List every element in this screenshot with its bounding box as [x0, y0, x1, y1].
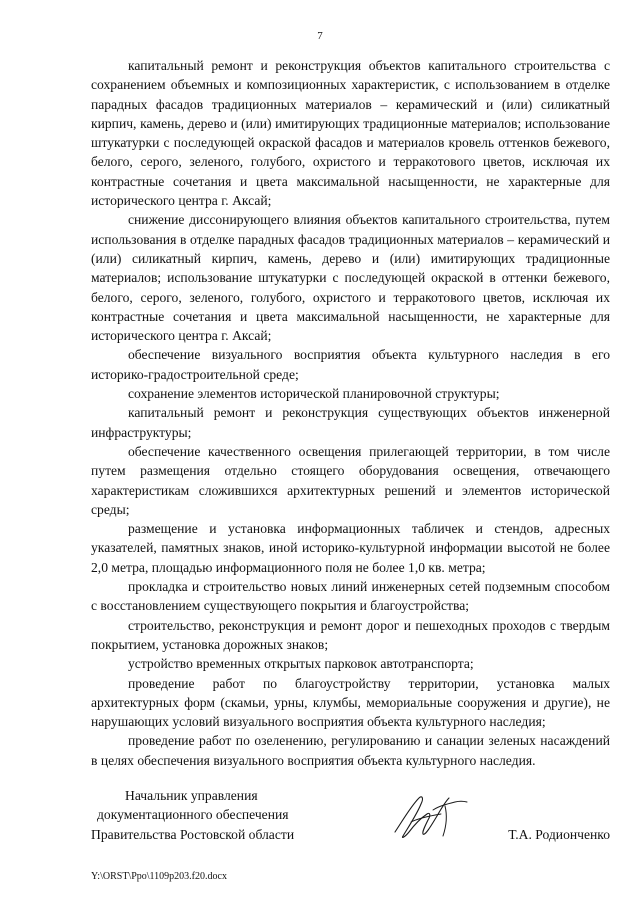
paragraph: обеспечение визуального восприятия объекта культурного наследия в его историко-градостроительной среде; — [91, 347, 610, 382]
paragraph: капитальный ремонт и реконструкция объектов капитального строительства с сохранением объемных и композиционных характеристик, с использованием в отделке парадных фасадов традиционных материалов – керамический и (или) силикатный кирпич, камень, дерево и (или) имитирующих традиционные материалов; использование штукатурки с последующей окраской фасадов и материалов кровель оттенков бежевого, белого, серого, зеленого, голубого, охристого и терракотового цветов, исключая их контрастные сочетания и цвета максимальной насыщенности, не характерные для исторического центра г. Аксай; — [91, 58, 610, 209]
document-body — [91, 56, 610, 770]
signatory-title-line: Правительства Ростовской области — [91, 826, 295, 842]
paragraph: строительство, реконструкция и ремонт дорог и пешеходных проходов с твердым покрытием, установка дорожных знаков; — [91, 617, 610, 652]
file-path-footer: Y:\ORST\Ppo\1109p203.f20.docx — [91, 871, 227, 882]
signatory-title-line: Начальник управления — [125, 788, 258, 803]
paragraph: проведение работ по озеленению, регулированию и санации зеленых насаждений в целях обеспечения визуального восприятия объекта культурного наследия. — [91, 733, 610, 768]
handwritten-signature — [389, 792, 471, 842]
page-number: 7 — [317, 30, 323, 42]
signatory-title-line: документационного обеспечения — [97, 807, 289, 823]
signature-block — [91, 786, 610, 846]
paragraph: размещение и установка информационных табличек и стендов, адресных указателей, памятных знаков, иной историко-культурной информации высотой не более 2,0 метра, площадью информационного поля не более 1,0 кв. метра; — [91, 521, 610, 575]
paragraph: обеспечение качественного освещения прилегающей территории, в том числе путем размещения отдельно стоящего оборудования освещения, отвечающего характеристикам сложившихся архитектурных решений и элементов исторической среды; — [91, 443, 610, 517]
paragraph: устройство временных открытых парковок автотранспорта; — [128, 656, 474, 672]
signatory-name: Т.А. Родионченко — [508, 826, 610, 842]
paragraph: проведение работ по благоустройству территории, установка малых архитектурных форм (скамьи, урны, клумбы, мемориальные сооружения и другие), не нарушающих условий визуального восприятия объекта культурного наследия; — [91, 675, 610, 730]
paragraph: капитальный ремонт и реконструкция существующих объектов инженерной инфраструктуры; — [91, 405, 610, 440]
paragraph: снижение диссонирующего влияния объектов капитального строительства, путем использования в отделке парадных фасадов традиционных материалов – керамический и (или) силикатный кирпич, камень, дерево и (или) имитирующих традиционные материалов; использование штукатурки с последующей окраской в оттенки бежевого, белого, серого, зеленого, голубого, охристого и терракотового цветов, исключая их контрастные сочетания и цвета максимальной насыщенности, не характерные для исторического центра г. Аксай; — [91, 212, 610, 344]
paragraph: сохранение элементов исторической планировочной структуры; — [128, 386, 500, 402]
paragraph: прокладка и строительство новых линий инженерных сетей подземным способом с восстановлением существующего покрытия и благоустройства; — [91, 579, 610, 614]
signatory-title — [91, 786, 294, 844]
